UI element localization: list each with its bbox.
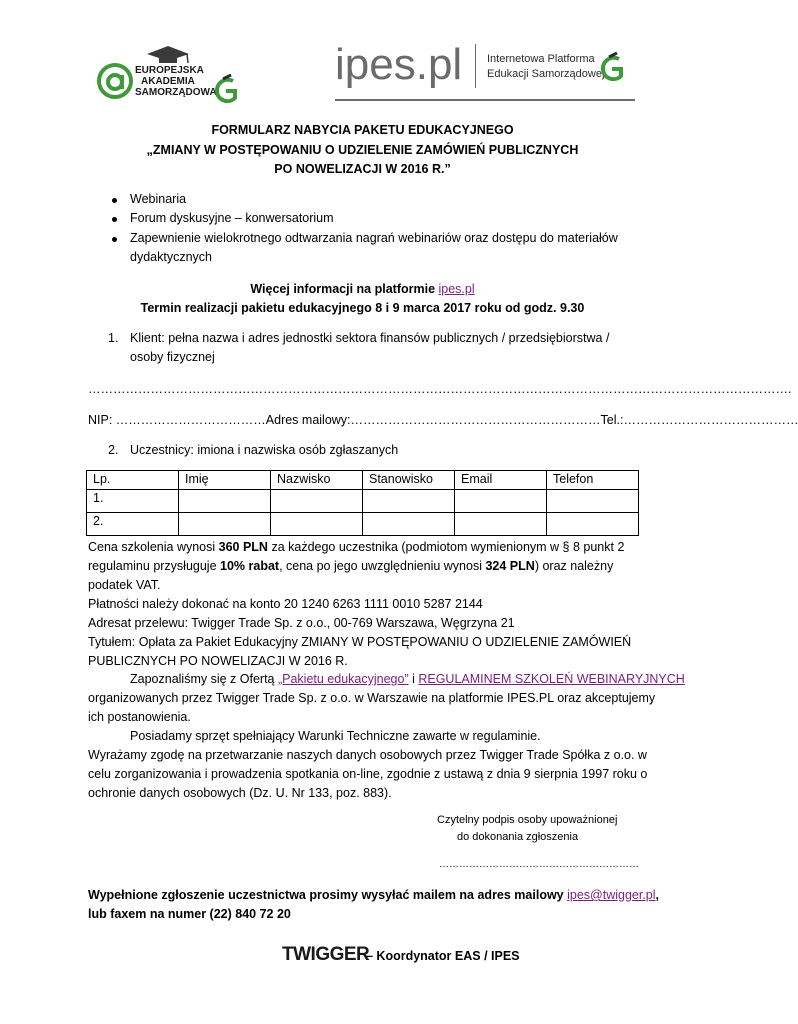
bullet-item: Webinaria [130,192,187,206]
terms-line5: Wyrażamy zgodę na przetwarzanie naszych danych osobowych przez Twigger Trade Spółka z o.o. w [88,748,647,762]
col-header-telefon: Telefon [547,471,639,490]
eas-logo-line3: SAMORZĄDOWA [135,87,217,98]
deadline-line: Termin realizacji pakietu edukacyjnego 8 i 9 marca 2017 roku od godz. 9.30 [140,301,585,315]
payment-account: Płatności należy dokonać na konto 20 1240 6263 1111 0010 5287 2144 [88,597,483,611]
col-header-lp: Lp. [87,471,179,490]
price-line2 [88,557,613,576]
table-row [87,490,639,513]
section2-number: 2. [108,443,119,457]
cell-stanowisko[interactable] [363,490,455,513]
cell-email[interactable] [455,513,547,536]
form-title-line1: FORMULARZ NABYCIA PAKETU EDUKACYJNEGO [211,123,514,137]
table-row [87,513,639,536]
signature-label-line1: Czytelny podpis osoby upoważnionej [437,814,618,826]
client-label-line2: osoby fizycznej [130,350,215,364]
cell-imie[interactable] [179,513,271,536]
at-sign-icon [95,61,135,101]
cell-email[interactable] [455,490,547,513]
form-title-line3: PO NOWELIZACJI W 2016 R.” [274,162,451,176]
participants-label: Uczestnicy: imiona i nazwiska osób zgłaszanych [130,443,399,457]
signature-label-line2: do dokonania zgłoszenia [457,831,579,843]
eas-logo-line2: AKADEMIA [141,76,195,87]
cell-lp: 2. [87,513,179,536]
price-text: ) oraz należny [534,559,614,573]
cell-nazwisko[interactable] [271,513,363,536]
send-instructions-line2: lub faxem na numer (22) 840 72 20 [88,907,291,921]
coordinator-label: – Koordynator EAS / IPES [366,949,520,963]
ipes-link[interactable]: ipes.pl [438,282,475,296]
bullet-item: Zapewnienie wielokrotnego odtwarzania nagrań webinariów oraz dostępu do materiałów [130,231,618,245]
ipes-underline [335,99,635,101]
terms-line1 [130,670,685,689]
cell-stanowisko[interactable] [363,513,455,536]
terms-line3: ich postanowienia. [88,710,191,724]
send-instructions-line1 [88,886,659,905]
terms-line4: Posiadamy sprzęt spełniający Warunki Techniczne zawarte w regulaminie. [130,729,541,743]
terms-line7: ochronie danych osobowych (Dz. U. Nr 133, poz. 883). [88,786,392,800]
discount-value: 10% rabat [220,559,280,573]
client-name-field[interactable]: ……………………………………………………………………………………………………………………………………………………. [88,382,792,396]
nip-email-phone-fields[interactable]: NIP: ………………………………Adres mailowy:……………………………………………………Tel.:…………………………………… [88,413,798,427]
bullet-item-cont: dydaktycznych [130,250,212,264]
send-text: , [655,888,660,902]
eas-logo-line1: EUROPEJSKA [135,65,204,76]
table-header-row [87,471,639,490]
cell-imie[interactable] [179,490,271,513]
price-value: 360 PLN [218,540,268,554]
participants-table [86,470,639,536]
bullet-item: Forum dyskusyjne – konwersatorium [130,211,334,225]
col-header-email: Email [455,471,547,490]
bullet-dot [112,198,117,203]
ipes-logo-text: ipes.pl [335,40,463,89]
graduation-cap-icon [143,45,193,65]
col-header-stanowisko: Stanowisko [363,471,455,490]
terms-line2: organizowanych przez Twigger Trade Sp. z o.o. w Warszawie na platformie IPES.PL oraz akceptujemy [88,691,656,705]
terms-line6: celu zorganizowania i prowadzenia spotkania on-line, zgodnie z ustawą z dnia 9 sierpnia 1997 roku o [88,767,648,781]
g-emblem-icon [599,52,625,86]
signature-field[interactable]: …………………………………………………… [439,859,639,870]
cell-lp: 1. [87,490,179,513]
twigger-logo: TWIGGER [282,944,370,965]
regulations-link[interactable]: REGULAMINEM SZKOLEŃ WEBINARYJNYCH [418,672,685,686]
price-text: regulaminu przysługuje [88,559,221,573]
offer-link[interactable]: „Pakietu edukacyjnego” [277,672,409,686]
price-text: , cena po jego uwzględnieniu wynosi [279,559,486,573]
cell-telefon[interactable] [547,513,639,536]
bullet-dot [112,217,117,222]
payment-recipient: Adresat przelewu: Twigger Trade Sp. z o.o., 00-769 Warszawa, Węgrzyna 21 [88,616,515,630]
price-line3: podatek VAT. [88,578,161,592]
col-header-nazwisko: Nazwisko [271,471,363,490]
terms-text: Zapoznaliśmy się z Ofertą [130,672,278,686]
send-text: Wypełnione zgłoszenie uczestnictwa prosimy wysyłać mailem na adres mailowy [88,888,568,902]
cell-telefon[interactable] [547,490,639,513]
more-info-text: Więcej informacji na platformie [250,282,439,296]
ipes-tagline-2: Edukacji Samorządowej [487,68,605,80]
price-line1 [88,538,624,557]
form-title-line2: „ZMIANY W POSTĘPOWANIU O UDZIELENIE ZAMÓWIEŃ PUBLICZNYCH [146,143,579,157]
client-label-line1: Klient: pełna nazwa i adres jednostki sektora finansów publicznych / przedsiębiorstwa / [130,331,610,345]
ipes-logo [335,40,635,102]
payment-title-line2: PUBLICZNYCH PO NOWELIZACJI W 2016 R. [88,654,348,668]
cell-nazwisko[interactable] [271,490,363,513]
discounted-price: 324 PLN [485,559,535,573]
payment-title-line1: Tytułem: Opłata za Pakiet Edukacyjny ZMIANY W POSTĘPOWANIU O UDZIELENIE ZAMÓWIEŃ [88,635,632,649]
section1-number: 1. [108,331,119,345]
price-text: Cena szkolenia wynosi [88,540,219,554]
email-link[interactable]: ipes@twigger.pl [567,888,656,902]
eas-logo [95,45,245,107]
ipes-divider [475,44,476,88]
terms-text: i [408,672,419,686]
bullet-dot [112,237,117,242]
more-info-line [0,280,725,299]
price-text: za każdego uczestnika (podmiotom wymienionym w § 8 punkt 2 [267,540,625,554]
ipes-tagline-1: Internetowa Platforma [487,53,595,65]
col-header-imie: Imię [179,471,271,490]
g-emblem-icon [213,75,239,107]
